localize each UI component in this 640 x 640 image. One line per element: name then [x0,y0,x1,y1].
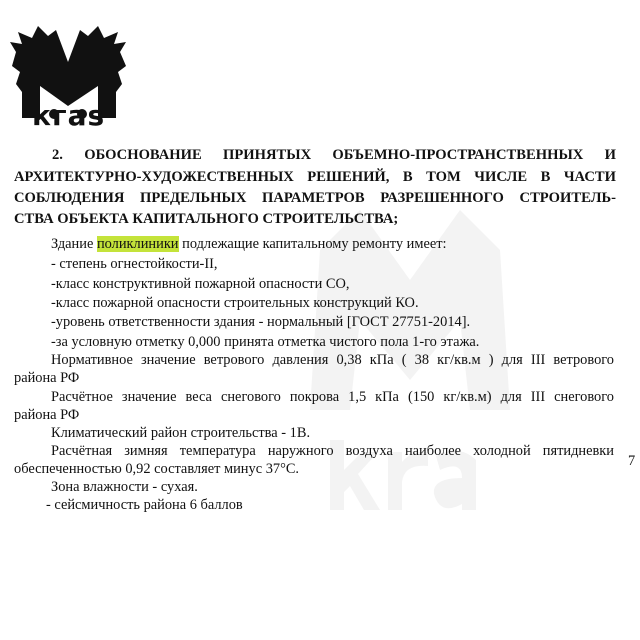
list-item: -класс пожарной опасности строительных конструкций КО. [51,295,419,311]
wind-line: района РФ [14,370,80,386]
section-heading-line: 2. ОБОСНОВАНИЕ ПРИНЯТЫХ ОБЪЕМНО-ПРОСТРАНСТВЕННЫХ И [52,147,616,163]
intro-line [51,236,447,252]
temperature-line: обеспеченностью 0,92 составляет минус 37°С. [14,461,300,477]
section-heading-line: СТВА ОБЪЕКТА КАПИТАЛЬНОГО СТРОИТЕЛЬСТВА; [14,211,399,227]
humidity-line: Зона влажности - сухая. [51,479,198,495]
highlighted-word: поликлиники [96,236,179,252]
page-number: 7 [628,453,636,469]
list-item: -класс конструктивной пожарной опасности СО, [51,276,350,292]
section-heading-line: СОБЛЮДЕНИЯ ПРЕДЕЛЬНЫХ ПАРАМЕТРОВ РАЗРЕШЕННОГО СТРОИТЕЛЬ- [14,190,616,206]
list-item: -за условную отметку 0,000 принята отметка чистого пола 1-го этажа. [51,334,480,350]
seismic-line: - сейсмичность района 6 баллов [46,497,243,513]
section-heading-line: АРХИТЕКТУРНО-ХУДОЖЕСТВЕННЫХ РЕШЕНИЙ, В ТОМ ЧИСЛЕ В ЧАСТИ [14,169,616,185]
climate-line: Климатический район строительства - 1В. [51,425,311,441]
intro-text: подлежащие капитальному ремонту имеет: [178,236,447,252]
list-item: - степень огнестойкости-II, [51,256,218,272]
logo-text: кгаs [32,99,106,132]
intro-text: Здание [51,236,97,252]
snow-line: Расчётное значение веса снегового покрова 1,5 кПа (150 кг/кв.м) для III снегового [51,389,614,405]
wind-line: Нормативное значение ветрового давления 0,38 кПа ( 38 кг/кв.м ) для III ветрового [51,352,614,368]
snow-line: района РФ [14,407,80,423]
list-item: -уровень ответственности здания - нормальный [ГОСТ 27751-2014]. [51,314,471,330]
temperature-line: Расчётная зимняя температура наружного воздуха наиболее холодной пятидневки [51,443,614,459]
